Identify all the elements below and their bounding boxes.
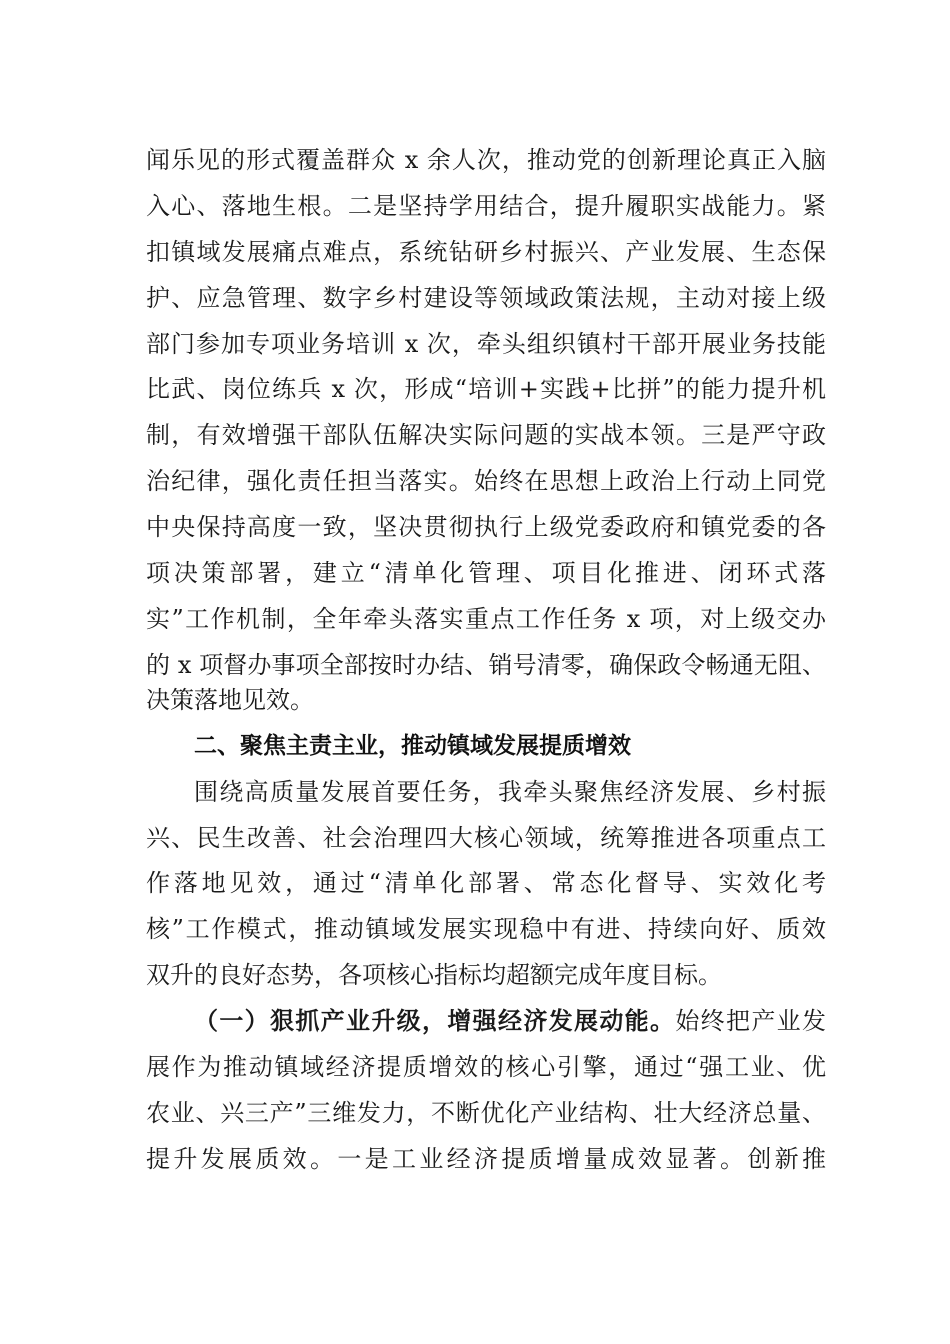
body-text-line: 提升发展质效。一是工业经济提质增量成效显著。创新推	[146, 1145, 826, 1173]
body-text-line: 入心、落地生根。二是坚持学用结合，提升履职实战能力。紧	[146, 192, 826, 220]
body-text-line: 围绕高质量发展首要任务，我牵头聚焦经济发展、乡村振	[194, 778, 826, 806]
body-text-line: 的 x 项督办事项全部按时办结、销号清零，确保政令畅通无阻、	[146, 651, 826, 679]
body-text-line: 扣镇域发展痛点难点，系统钻研乡村振兴、产业发展、生态保	[146, 238, 826, 266]
body-text-line: 兴、民生改善、社会治理四大核心领域，统筹推进各项重点工	[146, 824, 826, 852]
body-text-line: 闻乐见的形式覆盖群众 x 余人次，推动党的创新理论真正入脑	[146, 146, 826, 174]
body-text-span: 始终把产业发	[675, 1007, 827, 1035]
body-text-line: 展作为推动镇域经济提质增效的核心引擎，通过“强工业、优	[146, 1053, 826, 1081]
body-text-line: 治纪律，强化责任担当落实。始终在思想上政治上行动上同党	[146, 467, 826, 495]
body-text-line: 制，有效增强干部队伍解决实际问题的实战本领。三是严守政	[146, 421, 826, 449]
body-text-line: 农业、兴三产”三维发力，不断优化产业结构、壮大经济总量、	[146, 1099, 826, 1127]
body-text-line: 部门参加专项业务培训 x 次，牵头组织镇村干部开展业务技能	[146, 330, 826, 358]
body-text-line: 决策落地见效。	[146, 686, 314, 714]
body-text-line: 核”工作模式，推动镇域发展实现稳中有进、持续向好、质效	[146, 915, 826, 943]
subheading-line	[194, 1001, 826, 1041]
section-heading: 二、聚焦主责主业，推动镇域发展提质增效	[194, 733, 631, 759]
body-text-line: 中央保持高度一致，坚决贯彻执行上级党委政府和镇党委的各	[146, 513, 826, 541]
body-text-line: 双升的良好态势，各项核心指标均超额完成年度目标。	[146, 961, 722, 989]
body-text-line: 项决策部署，建立“清单化管理、项目化推进、闭环式落	[146, 559, 826, 587]
subheading: （一）狠抓产业升级，增强经济发展动能。	[194, 1007, 676, 1035]
body-text-line: 实”工作机制，全年牵头落实重点工作任务 x 项，对上级交办	[146, 605, 826, 633]
body-text-line: 作落地见效，通过“清单化部署、常态化督导、实效化考	[146, 869, 826, 897]
body-text-line: 护、应急管理、数字乡村建设等领域政策法规，主动对接上级	[146, 284, 826, 312]
body-text-line: 比武、岗位练兵 x 次，形成“培训+实践+比拼”的能力提升机	[146, 375, 826, 403]
